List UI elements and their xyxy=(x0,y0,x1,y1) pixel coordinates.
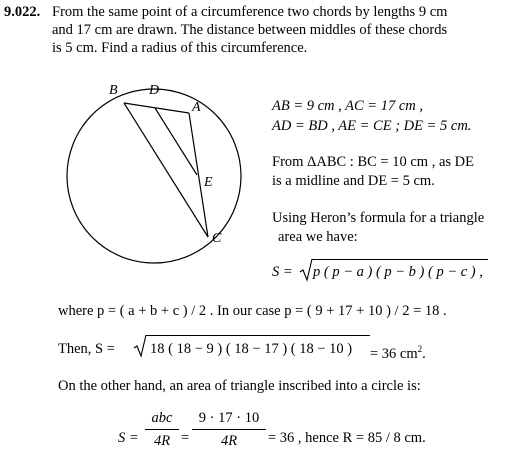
label-c: C xyxy=(212,231,222,246)
triangle-line-1: From ΔABC : BC = 10 cm , as DE xyxy=(272,154,474,170)
final-s-eq: S = xyxy=(118,430,139,446)
given-line-2: AD = BD , AE = CE ; DE = 5 cm. xyxy=(272,118,472,134)
heron-line-1: Using Heron’s formula for a triangle xyxy=(272,210,485,226)
label-d: D xyxy=(149,83,160,98)
sqrt-sign-then xyxy=(133,334,147,358)
fraction-abc-over-4r: abc 4R xyxy=(145,410,179,450)
fraction-numbers-over-4r: 9 · 17 · 10 4R xyxy=(192,410,266,450)
heron-line-2: area we have: xyxy=(278,229,358,245)
unit-exponent: 2 xyxy=(417,344,423,354)
triangle-line-2: is a midline and DE = 5 cm. xyxy=(272,173,435,189)
label-a: A xyxy=(192,100,201,115)
problem-number: 9.022. xyxy=(4,4,41,20)
sqrt-bar-then xyxy=(146,335,370,336)
other-line: On the other hand, an area of triangle inscribed into a circle is: xyxy=(58,378,421,394)
heron-formula-radicand: p ( p − a ) ( p − b ) ( p − c ) , xyxy=(313,264,483,280)
problem-line-3: is 5 cm. Find a radius of this circumference. xyxy=(52,40,308,56)
then-radicand: 18 ( 18 − 9 ) ( 18 − 17 ) ( 18 − 10 ) xyxy=(150,341,353,357)
heron-formula-lhs: S = xyxy=(272,264,293,280)
problem-line-1: From the same point of a circumference two chords by lengths 9 cm xyxy=(52,4,448,20)
then-result: = 36 $cm^2$. xyxy=(370,344,426,362)
sqrt-bar-heron xyxy=(312,259,488,260)
label-b: B xyxy=(109,83,118,98)
sqrt-sign-heron xyxy=(299,258,313,282)
given-line-1: AB = 9 cm , AC = 17 cm , xyxy=(272,98,423,114)
label-e: E xyxy=(204,175,213,190)
chord-bc xyxy=(124,103,208,237)
then-lead: Then, S = xyxy=(58,341,115,357)
final-result: = 36 , hence R = 85 / 8 cm. xyxy=(268,430,426,446)
problem-line-2: and 17 cm are drawn. The distance between middles of these chords xyxy=(52,22,448,38)
midline-de xyxy=(155,108,197,175)
final-eq: = xyxy=(181,430,190,446)
where-line: where p = ( a + b + c ) / 2 . In our case p = ( 9 + 17 + 10 ) / 2 = 18 . xyxy=(58,303,447,319)
